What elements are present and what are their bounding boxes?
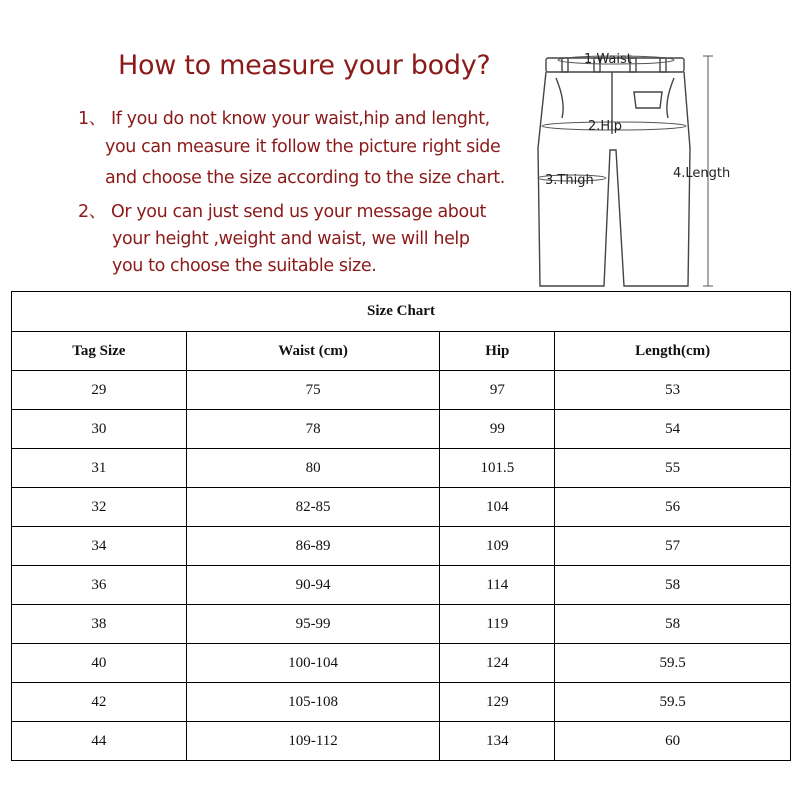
header-length: Length(cm) [555,332,791,371]
table-row [12,722,791,761]
waist-cell: 82-85 [186,488,440,527]
hip-label: 2.Hip [588,119,623,134]
table-row [12,410,791,449]
thigh-label: 3.Thigh [545,173,594,188]
length-label: 4.Length [673,166,731,181]
length-cell: 57 [555,527,791,566]
tag-size-cell: 36 [12,566,187,605]
hip-cell: 104 [440,488,555,527]
table-row [12,371,791,410]
table-row [12,644,791,683]
length-cell: 59.5 [555,644,791,683]
header-waist: Waist (cm) [186,332,440,371]
table-row [12,605,791,644]
tag-size-cell: 38 [12,605,187,644]
header-tag-size: Tag Size [12,332,187,371]
instruction-line: you to choose the suitable size. [112,256,377,276]
waist-cell: 80 [186,449,440,488]
length-cell: 53 [555,371,791,410]
hip-cell: 129 [440,683,555,722]
table-row [12,683,791,722]
tag-size-cell: 29 [12,371,187,410]
table-row [12,527,791,566]
length-cell: 60 [555,722,791,761]
hip-cell: 134 [440,722,555,761]
hip-cell: 124 [440,644,555,683]
waist-cell: 78 [186,410,440,449]
instruction-line: your height ,weight and waist, we will help [112,229,470,249]
tag-size-cell: 34 [12,527,187,566]
waist-cell: 75 [186,371,440,410]
table-caption: Size Chart [12,292,791,332]
waist-cell: 86-89 [186,527,440,566]
length-cell: 59.5 [555,683,791,722]
header-hip: Hip [440,332,555,371]
tag-size-cell: 40 [12,644,187,683]
length-cell: 58 [555,605,791,644]
pants-illustration [532,38,750,290]
size-chart-table [11,291,791,761]
instruction-line: you can measure it follow the picture right side [105,137,501,157]
table-row [12,488,791,527]
table-row [12,449,791,488]
length-cell: 58 [555,566,791,605]
length-cell: 54 [555,410,791,449]
page-title: How to measure your body? [118,50,491,81]
hip-cell: 109 [440,527,555,566]
hip-cell: 99 [440,410,555,449]
instruction-line: 1、 If you do not know your waist,hip and lenght, [78,109,490,129]
waist-cell: 95-99 [186,605,440,644]
length-cell: 55 [555,449,791,488]
tag-size-cell: 31 [12,449,187,488]
tag-size-cell: 32 [12,488,187,527]
length-cell: 56 [555,488,791,527]
waist-label: 1.Waist [584,52,632,67]
waist-cell: 109-112 [186,722,440,761]
tag-size-cell: 44 [12,722,187,761]
table-row [12,566,791,605]
waist-cell: 100-104 [186,644,440,683]
measurement-diagram [532,38,750,290]
hip-cell: 119 [440,605,555,644]
hip-cell: 114 [440,566,555,605]
hip-cell: 97 [440,371,555,410]
hip-cell: 101.5 [440,449,555,488]
tag-size-cell: 42 [12,683,187,722]
waist-cell: 90-94 [186,566,440,605]
waist-cell: 105-108 [186,683,440,722]
tag-size-cell: 30 [12,410,187,449]
instruction-line: and choose the size according to the size chart. [105,168,505,188]
instruction-line: 2、 Or you can just send us your message about [78,202,486,222]
